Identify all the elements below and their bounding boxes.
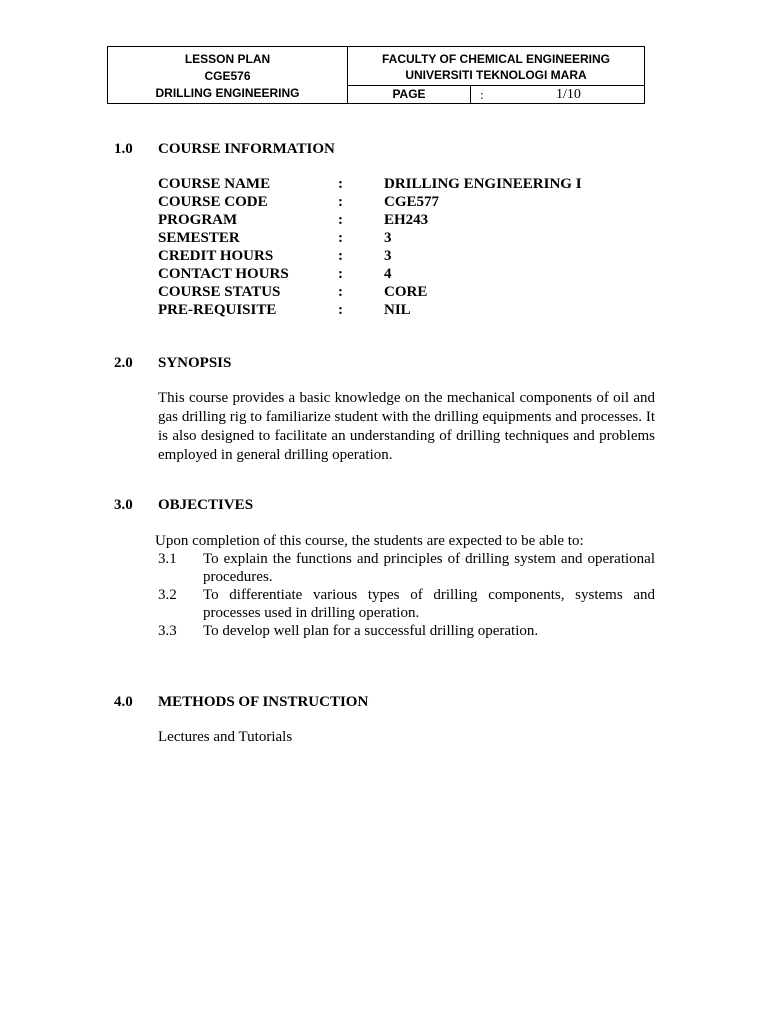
header-university: UNIVERSITI TEKNOLOGI MARA xyxy=(405,68,587,82)
info-colon: : xyxy=(338,194,343,210)
synopsis-paragraph: This course provides a basic knowledge on the mechanical components of oil and gas drilling rig to familiarize student with the drilling equipments and processes. It is also designed to facilitate an understanding of drilling techniques and problems employed in general drilling operation. xyxy=(158,390,655,463)
header-course-code: CGE576 xyxy=(204,69,251,83)
info-colon: : xyxy=(338,230,343,246)
info-value: CGE577 xyxy=(384,194,440,210)
section-number: 4.0 xyxy=(114,694,133,710)
info-value: 4 xyxy=(384,266,392,282)
info-value: NIL xyxy=(384,302,411,318)
info-label: CREDIT HOURS xyxy=(158,248,274,264)
section-number: 2.0 xyxy=(114,355,133,371)
info-colon: : xyxy=(338,212,343,228)
objective-text: To explain the functions and principles of drilling system and operational procedures. xyxy=(203,551,655,585)
info-colon: : xyxy=(338,302,343,318)
header-course-block xyxy=(108,47,348,103)
objective-text: To differentiate various types of drilling components, systems and processes used in drilling operation. xyxy=(203,587,655,621)
objective-number: 3.2 xyxy=(158,587,177,603)
header-faculty-block xyxy=(348,47,644,86)
objectives-intro: Upon completion of this course, the students are expected to be able to: xyxy=(155,533,584,549)
info-colon: : xyxy=(338,248,343,264)
objective-number: 3.1 xyxy=(158,551,177,567)
info-value: EH243 xyxy=(384,212,429,228)
section-title: SYNOPSIS xyxy=(158,355,232,371)
section-title: METHODS OF INSTRUCTION xyxy=(158,694,369,710)
info-label: COURSE NAME xyxy=(158,176,271,192)
info-value: DRILLING ENGINEERING I xyxy=(384,176,582,192)
info-label: SEMESTER xyxy=(158,230,240,246)
document-header xyxy=(107,46,645,104)
info-colon: : xyxy=(338,176,343,192)
header-page-label: PAGE xyxy=(348,86,471,103)
objective-number: 3.3 xyxy=(158,623,177,639)
header-course-title: DRILLING ENGINEERING xyxy=(155,86,300,100)
header-page-number: 1/10 xyxy=(556,87,581,102)
info-label: CONTACT HOURS xyxy=(158,266,289,282)
section-number: 3.0 xyxy=(114,497,133,513)
header-lesson-plan: LESSON PLAN xyxy=(184,52,271,66)
info-label: COURSE STATUS xyxy=(158,284,281,300)
info-colon: : xyxy=(338,266,343,282)
info-value: 3 xyxy=(384,230,392,246)
info-value: CORE xyxy=(384,284,428,300)
section-title: COURSE INFORMATION xyxy=(158,141,335,157)
section-title: OBJECTIVES xyxy=(158,497,254,513)
info-value: 3 xyxy=(384,248,392,264)
info-label: COURSE CODE xyxy=(158,194,268,210)
info-label: PRE-REQUISITE xyxy=(158,302,277,318)
header-faculty: FACULTY OF CHEMICAL ENGINEERING xyxy=(381,52,610,66)
methods-text: Lectures and Tutorials xyxy=(158,729,293,745)
objective-text: To develop well plan for a successful drilling operation. xyxy=(203,623,539,639)
info-label: PROGRAM xyxy=(158,212,238,228)
section-number: 1.0 xyxy=(114,141,133,157)
header-page-colon: : xyxy=(480,87,484,102)
info-colon: : xyxy=(338,284,343,300)
